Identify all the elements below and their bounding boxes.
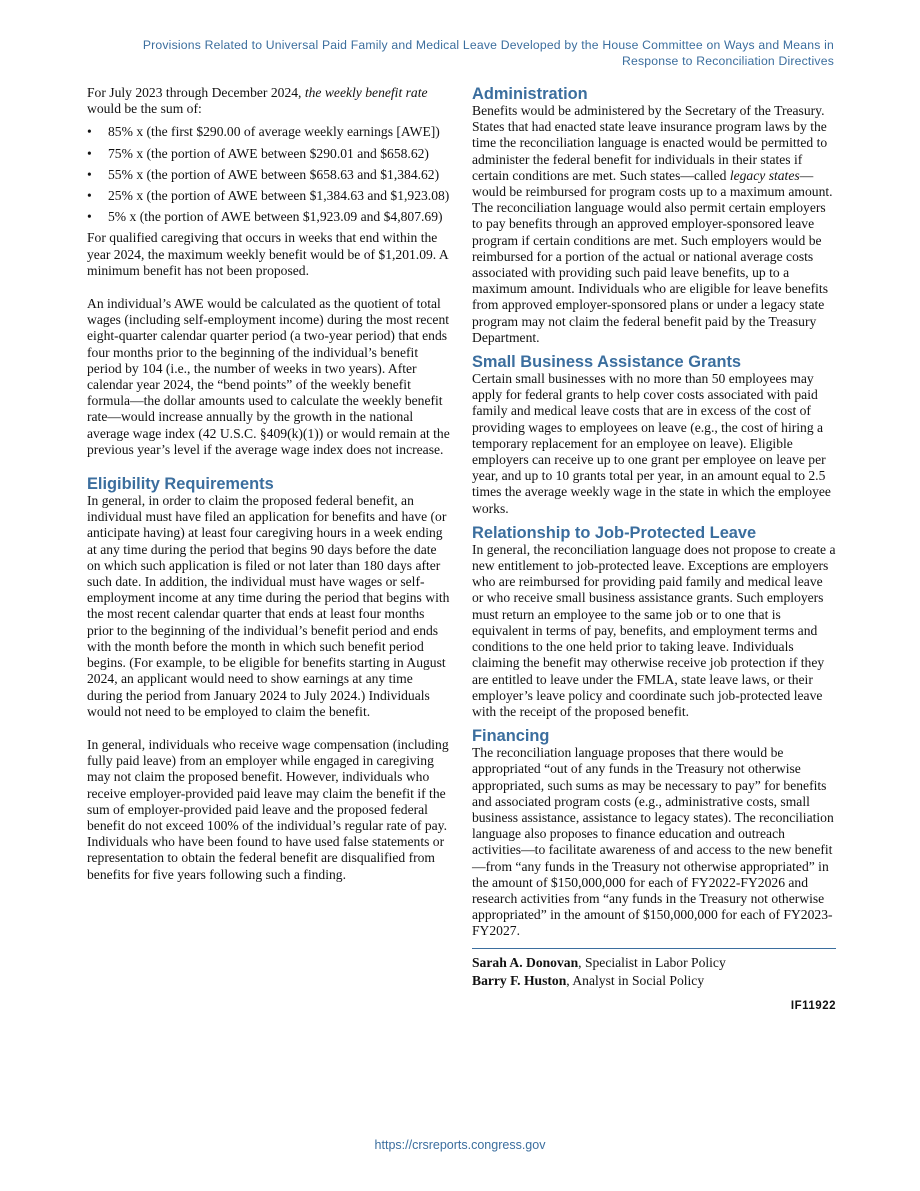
admin-text-b: —would be reimbursed for program costs up to a maximum amount. The reconciliation language would also permit certain employers to pay benefits through an approved employer-sponsored leave program if certain conditions are met. Such employers would be reimbursed for a portion of the actual or national average costs associated with providing such paid leave benefits, up to a maximum amount. Individuals who are eligible for leave benefits from approved employer-sponsored plans or under a legacy state program may not claim the federal benefit paid by the Treasury Department.: [472, 167, 833, 345]
rate-item: • 85% x (the first $290.00 of average weekly earnings [AWE]): [87, 124, 440, 140]
running-header: [60, 37, 834, 69]
author-line: [472, 954, 836, 972]
intro-text-a: For July 2023 through December 2024,: [87, 85, 305, 100]
bullet-icon: •: [87, 166, 92, 182]
bullet-icon: •: [87, 188, 92, 204]
bullet-icon: •: [87, 145, 92, 161]
max-benefit-paragraph: For qualified caregiving that occurs in weeks that end within the year 2024, the maximum weekly benefit would be of $1,201.09. A minimum benefit has not been proposed.: [87, 230, 448, 278]
author-title: , Analyst in Social Policy: [566, 972, 705, 988]
author-name: Barry F. Huston: [472, 972, 567, 988]
eligibility-heading: Eligibility Requirements: [87, 475, 274, 494]
small-business-paragraph: Certain small businesses with no more than 50 employees may apply for federal grants to help cover costs associated with paid family and medical leave costs that are in excess of the cost of providing wages to employees on leave (e.g., the cost of hiring a temporary replacement for an employee on leave). Eligible employers can receive up to one grant per employee on leave per year, and up to 10 grants total per year, in an amount equal to 2.5 times the average weekly wage in the state in which the employee works.: [472, 371, 831, 516]
financing-heading: Financing: [472, 727, 550, 746]
author-signature-block: [472, 948, 836, 990]
administration-heading: Administration: [472, 85, 588, 103]
right-column: [472, 85, 836, 1014]
rate-item: • 75% x (the portion of AWE between $290.01 and $658.62): [87, 145, 429, 161]
rate-item: • 5% x (the portion of AWE between $1,923.09 and $4,807.69): [87, 209, 443, 225]
rate-item: • 25% x (the portion of AWE between $1,384.63 and $1,923.08): [87, 188, 450, 204]
rate-item: • 55% x (the portion of AWE between $658.63 and $1,384.62): [87, 166, 440, 182]
administration-paragraph: [472, 103, 836, 346]
intro-text-b: would be the sum of:: [87, 101, 202, 117]
eligibility-paragraph-1: In general, in order to claim the proposed federal benefit, an individual must have filed an application for benefits and have (or anticipate having) at least four caregiving hours in a week ending at any time during the period that begins 90 days before the date on which such application is filed or not later than 180 days after such date. In addition, the individual must have wages or self-employment income at any time during the period that begins with the most recent calendar quarter that ends at least four months prior to the beginning of the individual’s benefit period and ends with the month before the month in which such benefit period begins. (For example, to be eligible for benefits starting in August 2024, an applicant would need to show earnings at any time during the period from January 2024 to July 2024.) Individuals would not need to be employed to claim the benefit.: [87, 493, 450, 719]
small-business-heading: Small Business Assistance Grants: [472, 353, 742, 372]
eligibility-paragraph-2: In general, individuals who receive wage compensation (including fully paid leave) from an employer while engaged in caregiving may not claim the proposed benefit. However, individuals who receive employer-provided paid leave may claim the benefit if the sum of employer-provided paid leave and the proposed federal benefit do not exceed 100% of the individual’s regular rate of pay. Individuals who have been found to have used false statements or representation to obtain the federal benefit are disqualified from benefits for five years following such a finding.: [87, 736, 449, 882]
bullet-icon: •: [87, 209, 92, 225]
intro-emphasis: the weekly benefit rate: [304, 85, 428, 100]
footer-url-link[interactable]: https://crsreports.congress.gov: [374, 1138, 546, 1152]
report-number: IF11922: [790, 999, 836, 1012]
left-column: [87, 85, 451, 890]
benefit-rate-list: [87, 124, 451, 225]
bullet-icon: •: [87, 124, 92, 140]
header-title-line-1: Provisions Related to Universal Paid Family and Medical Leave Developed by the House Committee on Ways and Means in: [142, 38, 834, 52]
job-protected-heading: Relationship to Job-Protected Leave: [472, 523, 757, 542]
author-title: , Specialist in Labor Policy: [578, 954, 726, 970]
awe-paragraph: An individual’s AWE would be calculated as the quotient of total wages (including self-employment income) during the most recent eight-quarter calendar quarter period (a two-year period) that ends four months prior to the beginning of the individual’s benefit period by 104 (i.e., the number of weeks in two years). After calendar year 2024, the “bend points” of the weekly benefit formula—the dollar amounts used to calculate the weekly benefit rate—would increase annually by the growth in the national average wage index (42 U.S.C. §409(k)(1)) or would remain at the previous year’s level if the average wage index does not increase.: [87, 296, 450, 457]
admin-text-a: Benefits would be administered by the Secretary of the Treasury. States that had enacted state leave insurance program laws by the time the reconciliation language is enacted would be permitted to administer the federal benefit for individuals in their states if certain conditions are met. Such states—called: [472, 103, 828, 183]
author-name: Sarah A. Donovan: [472, 954, 579, 970]
header-title-line-2: Response to Reconciliation Directives: [622, 54, 834, 68]
legacy-states-emphasis: legacy states: [729, 167, 800, 183]
job-protected-paragraph: In general, the reconciliation language does not propose to create a new entitlement to job-protected leave. Exceptions are employers who are reimbursed for providing paid family and medical leave or who receive small business assistance grants. Such employers must return an employee to the same job or to one that is equivalent in terms of pay, benefits, and employment terms and conditions to the one held prior to taking leave. Individuals claiming the benefit may otherwise receive job protection if they are entitled to leave under the FMLA, state leave laws, or their employer’s leave policy and coordinate such job-protected leave with the receipt of the proposed benefit.: [472, 541, 836, 719]
financing-paragraph: The reconciliation language proposes that there would be appropriated “out of any funds in the Treasury not otherwise appropriated, such sums as may be necessary to pay” for benefits and associated program costs (e.g., administrative costs, small business assistance, assistance to legacy states). The reconciliation language also proposes to finance education and outreach activities—to facilitate awareness of and access to the new benefit—from “any funds in the Treasury not otherwise appropriated” in the amount of $150,000,000 for each of FY2022-FY2026 and research activities from “any funds in the Treasury not otherwise appropriated” in the amount of $150,000,000 for each of FY2023-FY2027.: [472, 745, 834, 939]
benefit-rate-intro: [87, 85, 451, 117]
author-line: [472, 972, 836, 990]
